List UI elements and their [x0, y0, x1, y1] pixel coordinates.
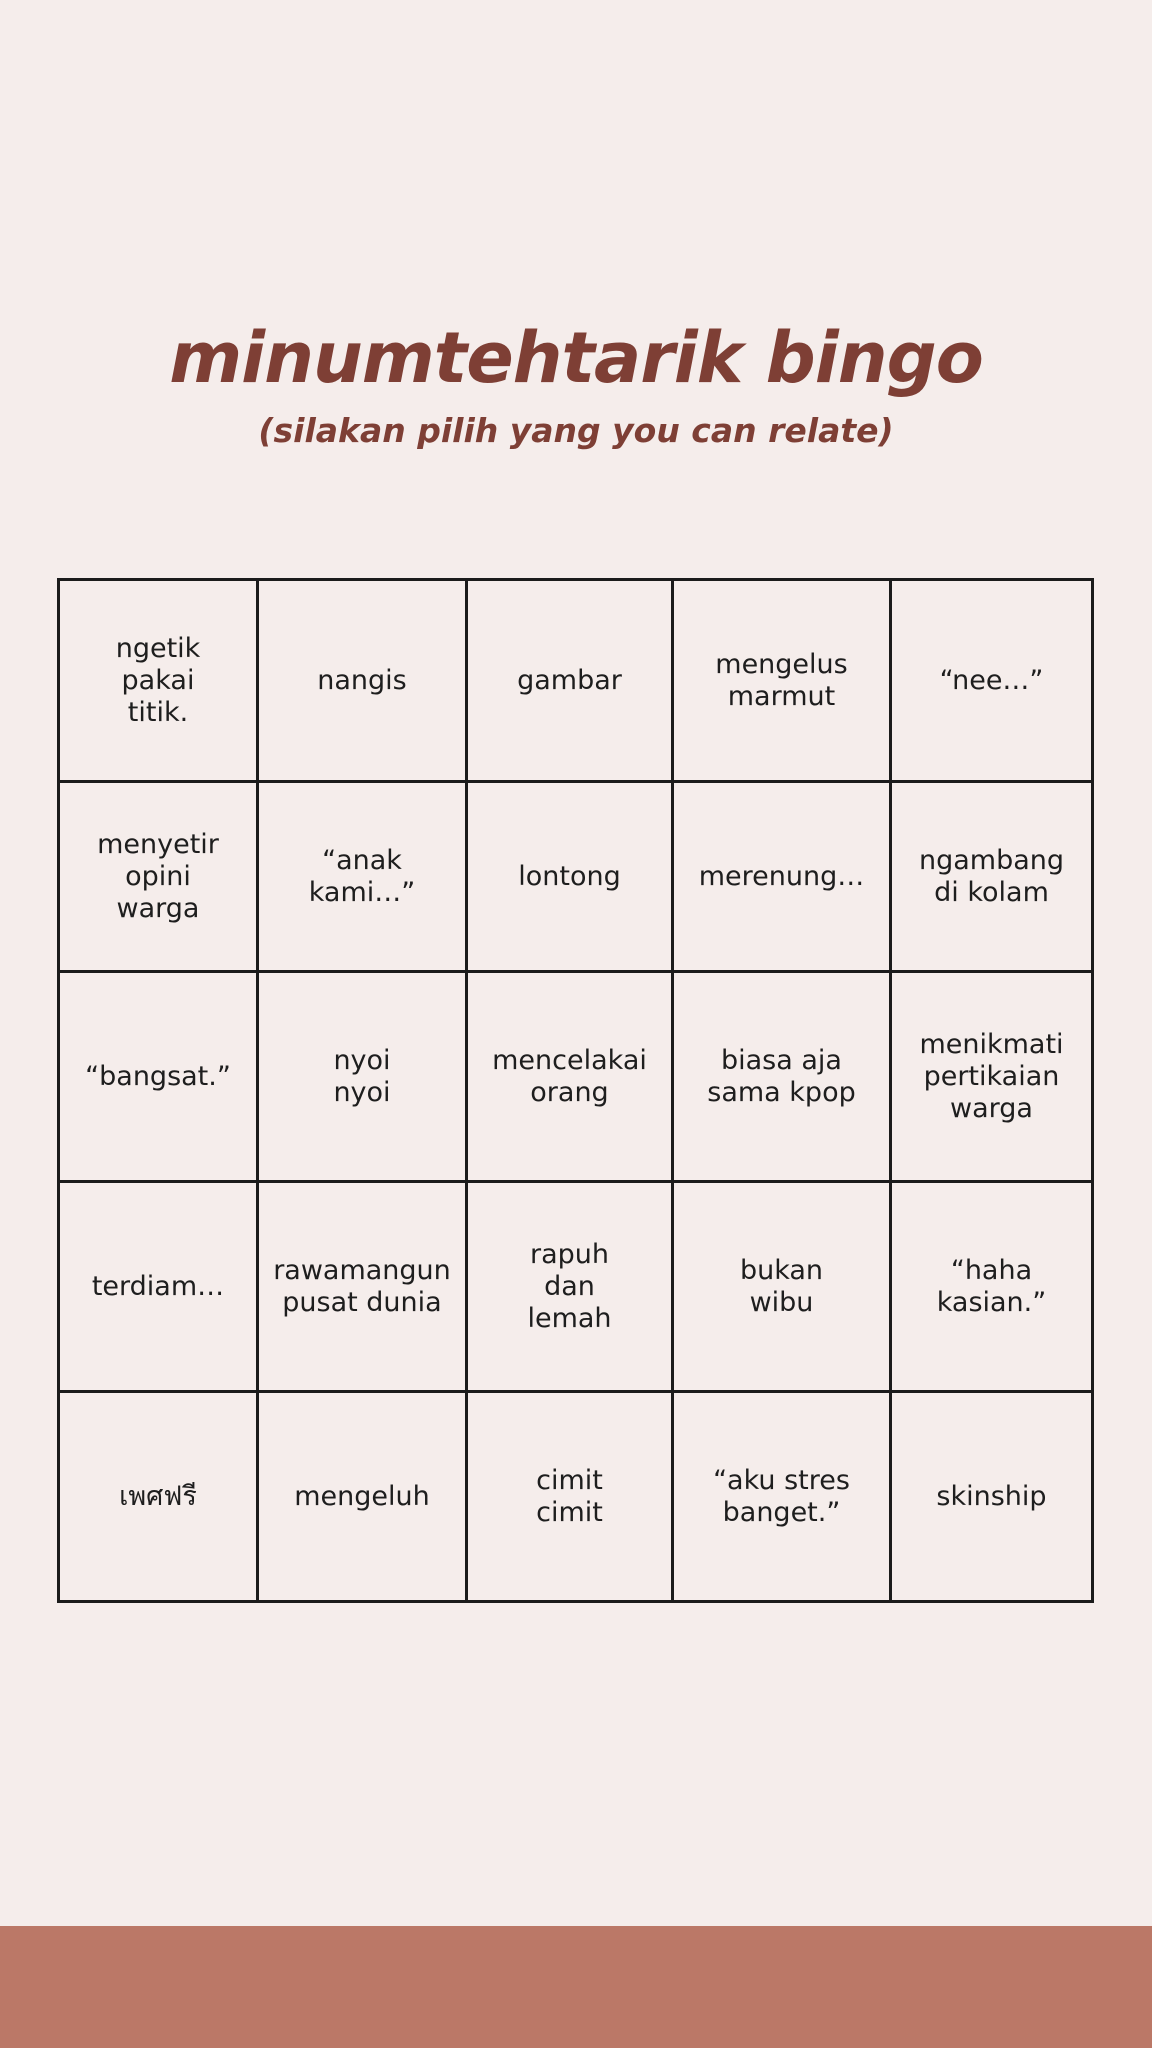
bingo-cell[interactable]: biasa aja sama kpop	[674, 973, 892, 1183]
bingo-cell[interactable]: “anak kami…”	[259, 783, 468, 973]
bingo-cell[interactable]: skinship	[936, 1480, 1047, 1512]
bingo-cell[interactable]: nyoi nyoi	[259, 973, 468, 1183]
bingo-cell[interactable]: เพศฟรี	[60, 1393, 259, 1600]
bingo-cell[interactable]: bukan wibu	[674, 1183, 892, 1393]
bingo-cell[interactable]: gambar	[468, 581, 674, 783]
bingo-cell[interactable]: “nee…”	[892, 581, 1091, 783]
bingo-cell[interactable]: “aku stres banget.”	[674, 1393, 892, 1600]
bingo-cell[interactable]: mengeluh	[259, 1393, 468, 1600]
bingo-cell[interactable]: merenung…	[674, 783, 892, 973]
bingo-cell[interactable]: ngetik pakai titik.	[60, 581, 259, 783]
bingo-cell[interactable]: menikmati pertikaian warga	[892, 973, 1091, 1183]
bingo-cell[interactable]: menyetir opini warga	[60, 783, 259, 973]
bingo-cell[interactable]: nangis	[259, 581, 468, 783]
bingo-cell[interactable]: rapuh dan lemah	[468, 1183, 674, 1393]
bingo-cell[interactable]: mengelus marmut	[674, 581, 892, 783]
bingo-cell[interactable]: rawamangun pusat dunia	[259, 1183, 468, 1393]
bingo-cell[interactable]: cimit cimit	[468, 1393, 674, 1600]
bingo-cell[interactable]: terdiam…	[60, 1183, 259, 1393]
bingo-cell[interactable]: “haha kasian.”	[892, 1183, 1091, 1393]
page-subtitle: (silakan pilih yang you can relate)	[258, 411, 894, 450]
bingo-cell[interactable]: ngambang di kolam	[892, 783, 1091, 973]
bingo-cell[interactable]: “bangsat.”	[60, 973, 259, 1183]
page-title: minumtehtarik bingo	[169, 317, 983, 399]
bingo-grid	[57, 578, 1094, 1603]
bingo-cell[interactable]: mencelakai orang	[468, 973, 674, 1183]
bingo-cell[interactable]: lontong	[468, 783, 674, 973]
footer-band	[0, 1926, 1152, 2048]
